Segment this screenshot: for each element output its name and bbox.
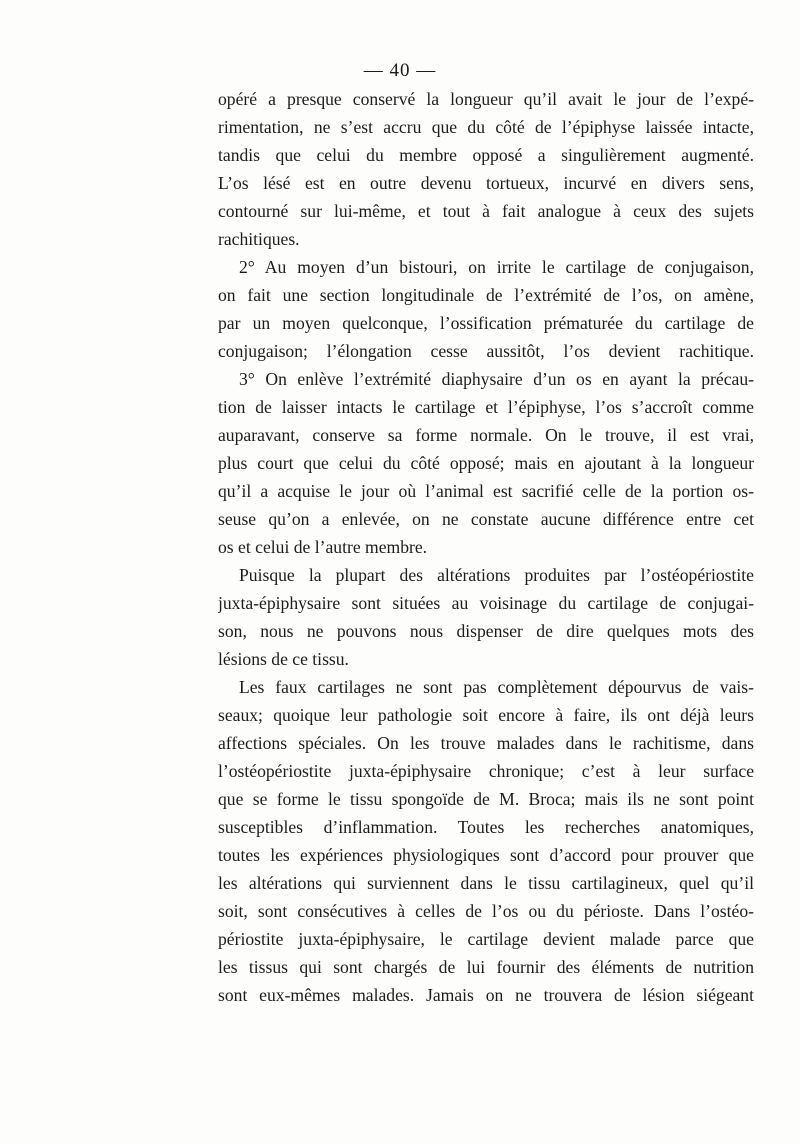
body-text [218,85,754,1009]
text-line: tandis que celui du membre opposé a singulièrement augmenté. [218,145,754,165]
text-line: soit, sont consécutives à celles de l’os ou du périoste. Dans l’ostéo- [218,901,754,921]
text-line: seuse qu’on a enlevée, on ne constate aucune différence entre cet [218,509,754,529]
text-line: l’ostéopériostite juxta-épiphysaire chronique; c’est à leur surface [218,761,754,781]
text-line: lésions de ce tissu. [218,649,349,669]
text-line: par un moyen quelconque, l’ossification prématurée du cartilage de [218,313,754,333]
text-line: que se forme le tissu spongoïde de M. Broca; mais ils ne sont point [218,789,754,809]
text-line: les altérations qui surviennent dans le tissu cartilagineux, quel qu’il [218,873,754,893]
text-line: juxta-épiphysaire sont situées au voisinage du cartilage de conjugai- [218,593,754,613]
text-line: affections spéciales. On les trouve malades dans le rachitisme, dans [218,733,754,753]
text-line: contourné sur lui-même, et tout à fait analogue à ceux des sujets [218,201,754,221]
text-line: auparavant, conserve sa forme normale. On le trouve, il est vrai, [218,425,754,445]
text-line: son, nous ne pouvons nous dispenser de dire quelques mots des [218,621,754,641]
text-line: opéré a presque conservé la longueur qu’il avait le jour de l’expé- [218,89,754,109]
text-line: sont eux-mêmes malades. Jamais on ne trouvera de lésion siégeant [218,985,754,1005]
text-line: qu’il a acquise le jour où l’animal est sacrifié celle de la portion os- [218,481,754,501]
text-line: Les faux cartilages ne sont pas complètement dépourvus de vais- [239,677,754,697]
text-line: tion de laisser intacts le cartilage et l’épiphyse, l’os s’accroît comme [218,397,754,417]
text-line: rachitiques. [218,229,300,249]
text-line: L’os lésé est en outre devenu tortueux, incurvé en divers sens, [218,173,754,193]
page-number: — 40 — [363,60,437,81]
text-line: les tissus qui sont chargés de lui fournir des éléments de nutrition [218,957,754,977]
text-line: seaux; quoique leur pathologie soit encore à faire, ils ont déjà leurs [218,705,754,725]
text-line: conjugaison; l’élongation cesse aussitôt, l’os devient rachitique. [218,341,754,361]
text-line: rimentation, ne s’est accru que du côté de l’épiphyse laissée intacte, [218,117,754,137]
text-line: plus court que celui du côté opposé; mais en ajoutant à la longueur [218,453,754,473]
text-line: susceptibles d’inflammation. Toutes les recherches anatomiques, [218,817,754,837]
text-line: 2° Au moyen d’un bistouri, on irrite le cartilage de conjugaison, [239,257,754,277]
text-line: périostite juxta-épiphysaire, le cartilage devient malade parce que [218,929,754,949]
text-line: Puisque la plupart des altérations produites par l’ostéopériostite [239,565,754,585]
text-line: on fait une section longitudinale de l’extrémité de l’os, on amène, [218,285,754,305]
text-line: os et celui de l’autre membre. [218,537,428,557]
text-line: toutes les expériences physiologiques sont d’accord pour prouver que [218,845,754,865]
text-line: 3° On enlève l’extrémité diaphysaire d’un os en ayant la précau- [239,369,754,389]
